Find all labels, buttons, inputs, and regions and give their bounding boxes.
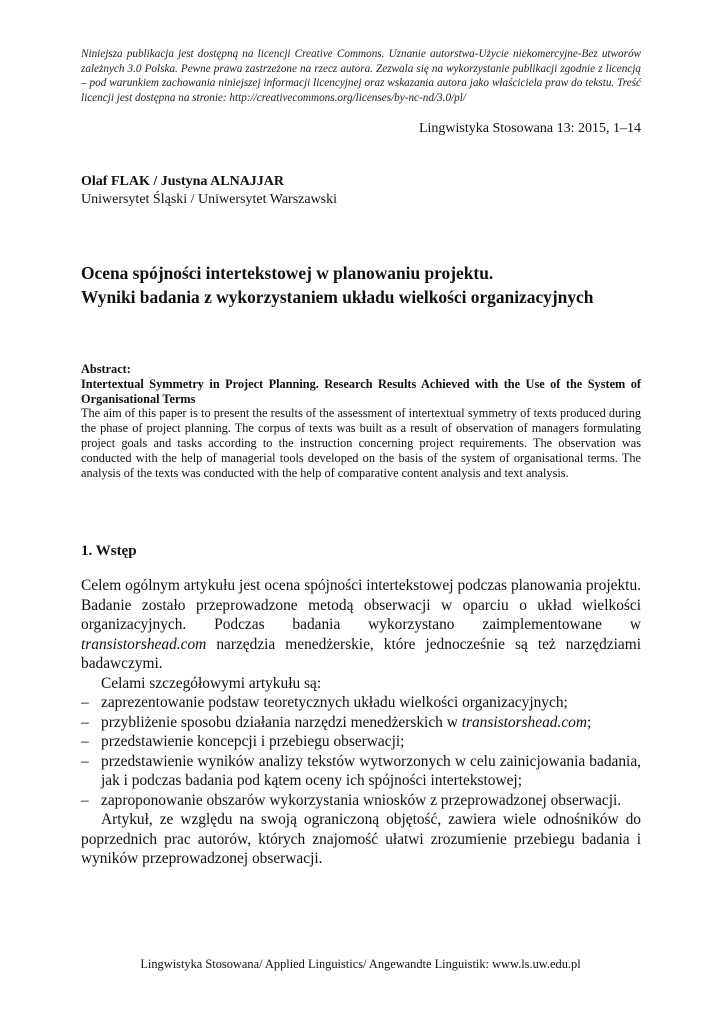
- objectives-list: [81, 693, 641, 810]
- abstract-text: The aim of this paper is to present the results of the assessment of intertextual symmetry of texts produced during the phase of project planning. The corpus of texts was built as a result of observation of managers formulating project goals and tasks according to the instruction concerning project requirements. The observation was conducted with the help of managerial tools developed on the basis of the system of organisational terms. The analysis of the texts was conducted with the help of comparative content analysis and text analysis.: [81, 406, 641, 480]
- license-notice: [81, 47, 641, 105]
- list-item: – zaprezentowanie podstaw teoretycznych układu wielkości organizacyjnych;: [81, 694, 568, 711]
- list-item: – przybliżenie sposobu działania narzędzi menedżerskich w transistorshead.com;: [81, 713, 592, 731]
- abstract-english-title: Intertextual Symmetry in Project Planning. Research Results Achieved with the Use of the System of Organisational Terms: [81, 376, 641, 406]
- license-line-4: Treść licencji jest dostępna na stronie: http://creativecommons.org/licenses/by-nc-nd/3.0/pl/: [81, 77, 641, 104]
- paragraph-2: Celami szczegółowymi artykułu są:: [101, 674, 322, 692]
- author-affiliation: Uniwersytet Śląski / Uniwersytet Warszawski: [81, 192, 338, 207]
- paragraph-1: Celem ogólnym artykułu jest ocena spójności intertekstowej podczas planowania projektu. Badanie zostało przeprowadzone metodą obserwacji w oparciu o układ wielkości organizacyjnych. Podczas badania wykorzystano zaimplementowane w transistorshead.com narzędzia menedżerskie, które jednocześnie są też narzędziami badawczymi.: [81, 577, 641, 672]
- journal-citation: Lingwistyka Stosowana 13: 2015, 1–14: [418, 121, 641, 136]
- page-footer: Lingwistyka Stosowana/ Applied Linguistics/ Angewandte Linguistik: www.ls.uw.edu.pl: [140, 957, 581, 971]
- title-line-2: Wyniki badania z wykorzystaniem układu wielkości organizacyjnych: [81, 287, 594, 307]
- license-line-3: – pod warunkiem zachowania niniejszej informacji licencyjnej oraz wskazania autora jako właściciela praw do tekstu.: [81, 77, 615, 90]
- authors-block: [81, 173, 641, 209]
- abstract-block: [81, 362, 641, 480]
- author-names: Olaf FLAK / Justyna ALNAJJAR: [81, 174, 285, 189]
- paragraph-3: Artykuł, ze względu na swoją ograniczoną objętość, zawiera wiele odnośników do poprzednich prac autorów, których znajomość ułatwi zrozumienie przebiegu badania i wyników przeprowadzonej obserwacji.: [81, 811, 641, 867]
- list-item: – przedstawienie wyników analizy tekstów wytworzonych w celu zainicjowania badania, jak i podczas badania pod kątem oceny ich spójności intertekstowej;: [81, 752, 641, 789]
- title-line-1: Ocena spójności intertekstowej w planowaniu projektu.: [81, 263, 494, 283]
- list-item: – przedstawienie koncepcji i przebiegu obserwacji;: [81, 733, 405, 750]
- article-title: [81, 261, 641, 309]
- section-heading: 1. Wstęp: [81, 543, 137, 559]
- license-line-2: zależnych 3.0 Polska. Pewne prawa zastrzeżone na rzecz autora. Zezwala się na wykorzystanie publikacji zgodnie z licencją: [81, 62, 641, 75]
- abstract-label: Abstract:: [81, 362, 131, 376]
- list-item: – zaproponowanie obszarów wykorzystania wniosków z przeprowadzonej obserwacji.: [81, 791, 622, 809]
- license-line-1: Niniejsza publikacja jest dostępną na licencji Creative Commons. Uznanie autorstwa-Użycie niekomercyjne-Bez utworów: [81, 48, 641, 60]
- transistorshead-link-text: transistorshead.com: [81, 635, 207, 653]
- section-body: [81, 576, 641, 869]
